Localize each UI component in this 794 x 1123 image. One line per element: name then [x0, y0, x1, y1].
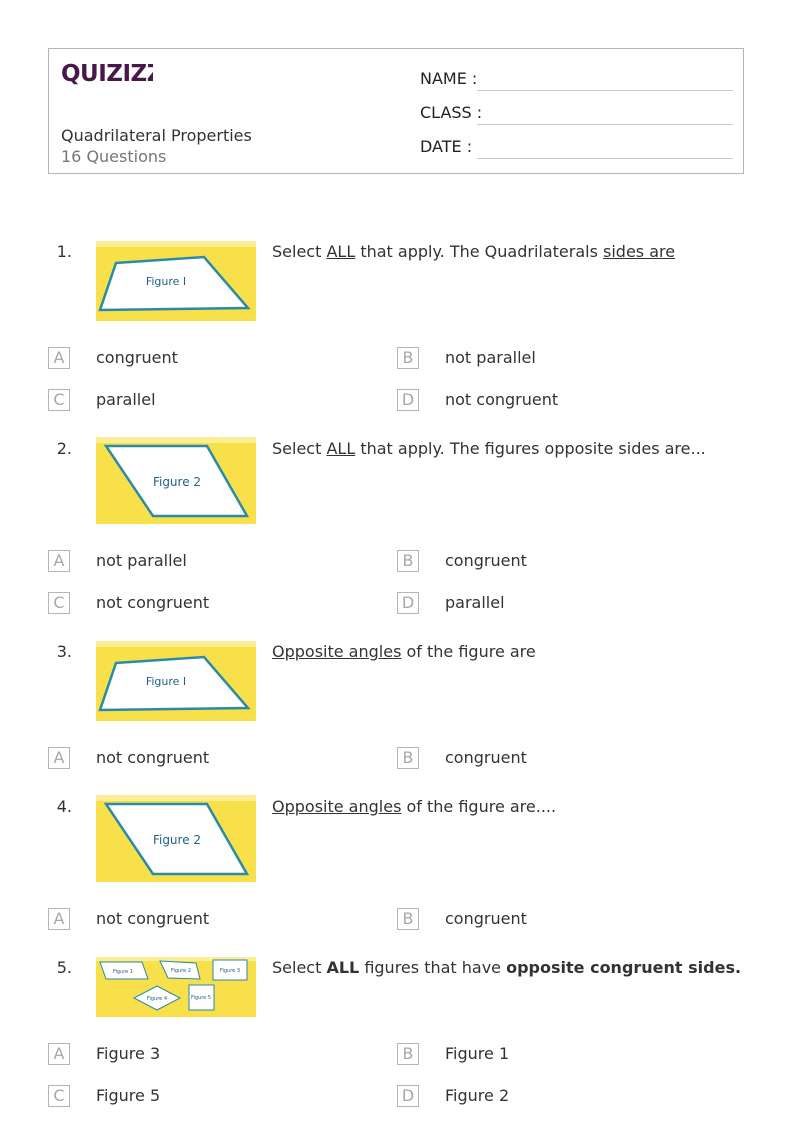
option-letter[interactable]: C	[48, 592, 70, 614]
option-letter[interactable]: B	[397, 550, 419, 572]
name-field[interactable]	[477, 90, 733, 91]
option-letter[interactable]: D	[397, 389, 419, 411]
option-letter[interactable]: A	[48, 347, 70, 369]
figure-label: Figure I	[145, 675, 187, 688]
date-field[interactable]	[477, 158, 733, 159]
option-letter[interactable]: B	[397, 747, 419, 769]
option-text[interactable]: parallel	[445, 593, 505, 612]
question-text: Select ALL that apply. The Quadrilaterals sides are	[272, 242, 676, 261]
figure-image	[96, 795, 256, 882]
question-text: Opposite angles of the figure are	[272, 642, 536, 661]
figure-label: Figure 2	[152, 475, 202, 489]
figure-label: Figure 1	[112, 969, 134, 975]
option-letter[interactable]: C	[48, 1085, 70, 1107]
option-letter[interactable]: A	[48, 747, 70, 769]
option-text[interactable]: Figure 3	[96, 1044, 161, 1063]
option-text[interactable]: congruent	[445, 551, 527, 570]
figure-image	[96, 957, 256, 1017]
question-number: 5.	[56, 958, 72, 977]
option-letter[interactable]: B	[397, 1043, 419, 1065]
question-number: 3.	[56, 642, 72, 661]
date-label: DATE :	[420, 137, 473, 156]
option-letter[interactable]: D	[397, 592, 419, 614]
option-text[interactable]: parallel	[96, 390, 156, 409]
figure-label: Figure 3	[219, 968, 241, 974]
option-letter[interactable]: B	[397, 908, 419, 930]
question-text: Select ALL that apply. The figures opposite sides are...	[272, 439, 706, 458]
figure-label: Figure 2	[152, 833, 202, 847]
figure-label: Figure 5	[190, 995, 212, 1001]
worksheet-title: Quadrilateral Properties	[61, 126, 252, 145]
question-number: 4.	[56, 797, 72, 816]
question-number: 2.	[56, 439, 72, 458]
figure-label: Figure 2	[170, 968, 192, 974]
figure-label: Figure 4	[146, 996, 168, 1002]
figure-image	[96, 437, 256, 524]
quizizz-logo	[61, 59, 153, 87]
question-number: 1.	[56, 242, 72, 261]
question-text: Opposite angles of the figure are....	[272, 797, 557, 816]
option-text[interactable]: not parallel	[445, 348, 536, 367]
option-text[interactable]: Figure 5	[96, 1086, 161, 1105]
option-text[interactable]: not parallel	[96, 551, 187, 570]
option-text[interactable]: not congruent	[96, 593, 210, 612]
figure-label: Figure I	[145, 275, 187, 288]
option-text[interactable]: congruent	[445, 748, 527, 767]
option-text[interactable]: Figure 1	[445, 1044, 510, 1063]
class-label: CLASS :	[420, 103, 483, 122]
option-letter[interactable]: A	[48, 550, 70, 572]
class-field[interactable]	[477, 124, 733, 125]
option-text[interactable]: congruent	[96, 348, 178, 367]
option-letter[interactable]: A	[48, 1043, 70, 1065]
option-text[interactable]: not congruent	[96, 748, 210, 767]
option-letter[interactable]: B	[397, 347, 419, 369]
svg-text:QUIZIZZ: QUIZIZZ	[61, 61, 153, 87]
option-text[interactable]: not congruent	[96, 909, 210, 928]
option-letter[interactable]: C	[48, 389, 70, 411]
worksheet-header	[48, 48, 744, 174]
question-text: Select ALL figures that have opposite congruent sides.	[272, 958, 742, 977]
option-letter[interactable]: D	[397, 1085, 419, 1107]
figure-image	[96, 641, 256, 721]
figure-image	[96, 241, 256, 321]
option-text[interactable]: congruent	[445, 909, 527, 928]
option-text[interactable]: not congruent	[445, 390, 559, 409]
option-letter[interactable]: A	[48, 908, 70, 930]
question-count: 16 Questions	[61, 147, 167, 166]
option-text[interactable]: Figure 2	[445, 1086, 510, 1105]
name-label: NAME :	[420, 69, 478, 88]
